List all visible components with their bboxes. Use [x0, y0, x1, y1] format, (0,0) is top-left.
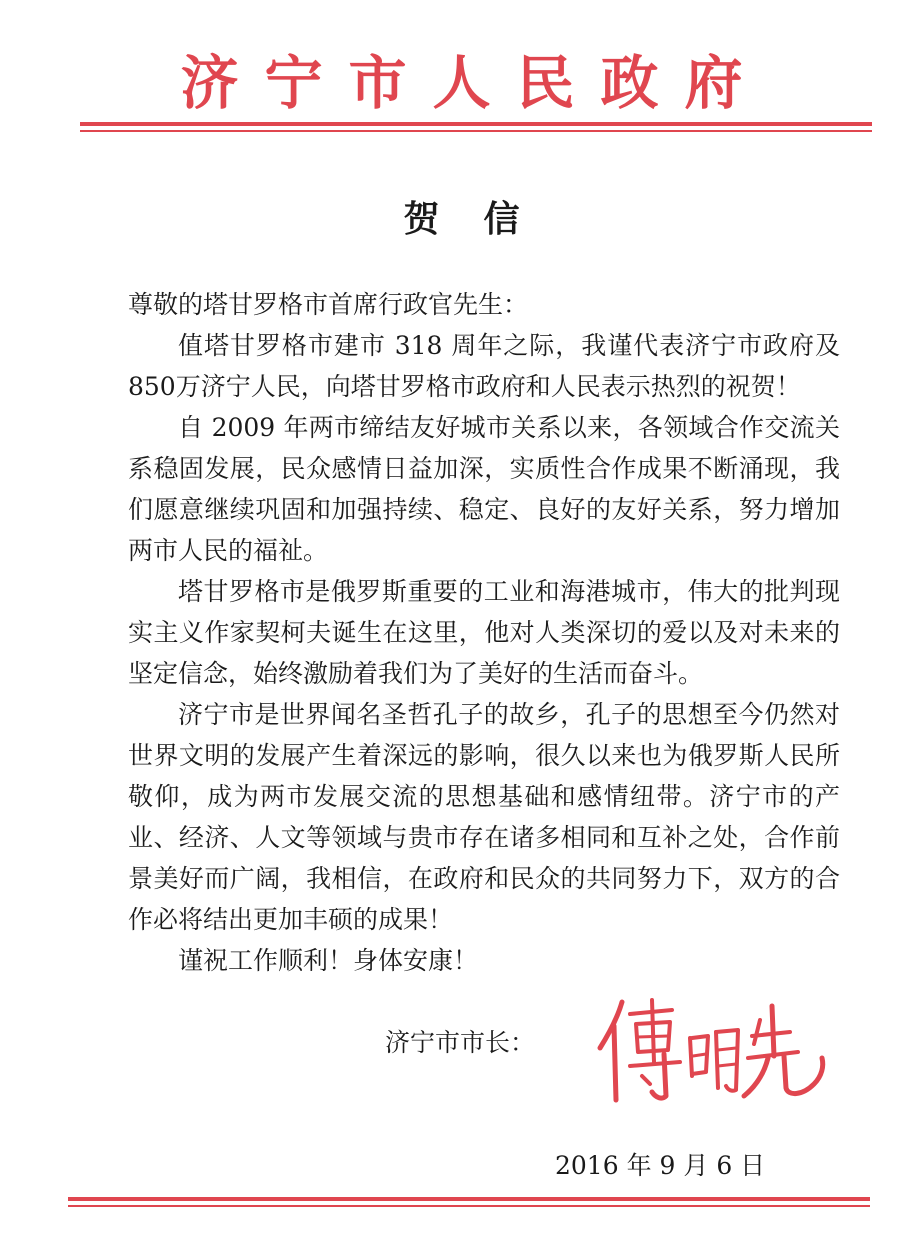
letterhead-title: 济宁市人民政府	[180, 49, 769, 117]
letter-body	[128, 284, 840, 981]
signatory-title: 济宁市市长：	[385, 1028, 536, 1057]
closing-wishes: 谨祝工作顺利！身体安康！	[178, 946, 479, 975]
letterhead-rule-thick	[80, 122, 872, 126]
paragraph: 济宁市是世界闻名圣哲孔子的故乡，孔子的思想至今仍然对世界文明的发展产生着深远的影响，很久以来也为俄罗斯人民所敬仰，成为两市发展交流的思想基础和感情纽带。济宁市的产业、经济、人文等领域与贵市存在诸多相同和互补之处，合作前景美好而广阔，我相信，在政府和民众的共同努力下，双方的合作必将结出更加丰硕的成果！	[128, 700, 840, 934]
footer-rule-thin	[68, 1205, 870, 1207]
paragraph: 塔甘罗格市是俄罗斯重要的工业和海港城市，伟大的批判现实主义作家契柯夫诞生在这里，他对人类深切的爱以及对未来的坚定信念，始终激励着我们为了美好的生活而奋斗。	[128, 577, 840, 688]
document-title: 贺信	[403, 199, 564, 240]
handwritten-signature	[592, 992, 832, 1110]
footer-rule-thick	[68, 1197, 870, 1201]
letter-date: 2016 年 9 月 6 日	[555, 1151, 766, 1180]
paragraph: 值塔甘罗格市建市 318 周年之际，我谨代表济宁市政府及850万济宁人民，向塔甘罗格市政府和人民表示热烈的祝贺！	[128, 331, 840, 401]
salutation: 尊敬的塔甘罗格市首席行政官先生：	[128, 290, 529, 319]
letterhead-rule-thin	[80, 130, 872, 132]
paragraph: 自 2009 年两市缔结友好城市关系以来，各领域合作交流关系稳固发展，民众感情日益加深，实质性合作成果不断涌现，我们愿意继续巩固和加强持续、稳定、良好的友好关系，努力增加两市人民的福祉。	[128, 413, 840, 565]
